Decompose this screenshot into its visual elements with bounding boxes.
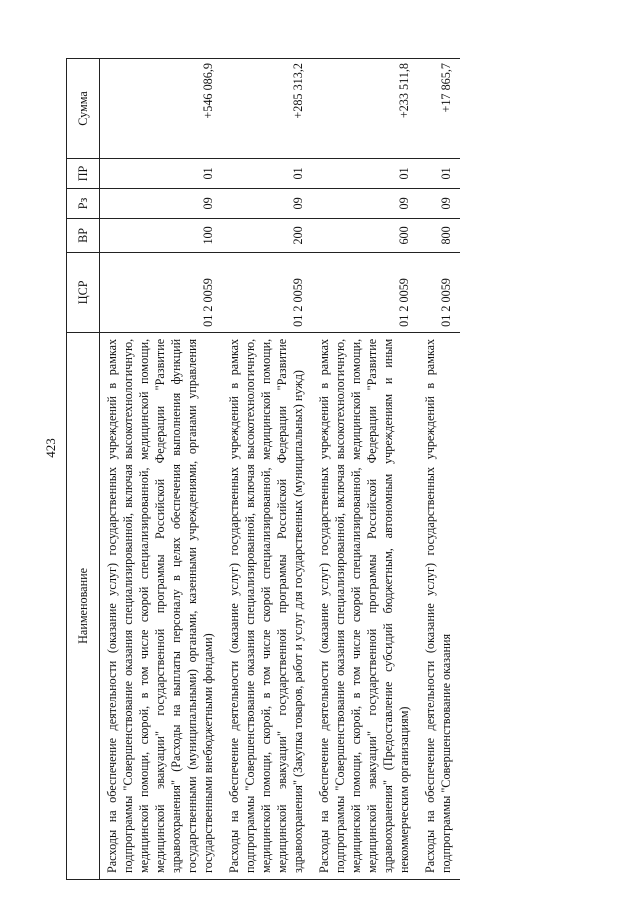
row-vr: 100 (100, 218, 223, 252)
header-pr: ПР (67, 158, 100, 188)
header-rz: Рз (67, 188, 100, 218)
row-rz: 09 (222, 188, 312, 218)
header-row (67, 59, 100, 880)
row-vr: 600 (312, 218, 418, 252)
row-sum: +17 865,7 (418, 59, 460, 159)
page-number: 423 (43, 438, 58, 458)
row-pr: 01 (312, 158, 418, 188)
table-row (312, 59, 418, 880)
row-sum: +285 313,2 (222, 59, 312, 159)
header-name: Наименование (67, 332, 100, 879)
budget-table (66, 58, 460, 880)
row-vr: 800 (418, 218, 460, 252)
row-rz: 09 (418, 188, 460, 218)
row-sum: +546 086,9 (100, 59, 223, 159)
row-csr: 01 2 0059 (222, 252, 312, 332)
row-csr: 01 2 0059 (100, 252, 223, 332)
row-pr: 01 (418, 158, 460, 188)
row-sum: +233 511,8 (312, 59, 418, 159)
row-name: Расходы на обеспечение деятельности (оказание услуг) государственных учреждений в рамках подпрограммы "Совершенствование оказания специализированной, включая высокотехнологичную, медицинской помощи, скорой, в том числе скорой специализированной, медицинской помощи, медицинской эвакуации" государственной программы Российской Федерации "Развитие здравоохранения" (Закупка товаров, работ и услуг для государственных (муниципальных) нужд) (222, 332, 312, 879)
table-row (418, 59, 460, 880)
table-header (67, 59, 100, 880)
table-body (100, 59, 461, 880)
row-vr: 200 (222, 218, 312, 252)
header-vr: ВР (67, 218, 100, 252)
row-name: Расходы на обеспечение деятельности (оказание услуг) государственных учреждений в рамках подпрограммы "Совершенствование оказания специализированной, включая высокотехнологичную, медицинской помощи, скорой, в том числе скорой специализированной, медицинской помощи, медицинской эвакуации" государственной программы Российской Федерации "Развитие здравоохранения" (Расходы на выплаты персоналу в целях обеспечения выполнения функций государственными (муниципальными) органами, казенными учреждениями, органами управления государственными внебюджетными фондами) (100, 332, 223, 879)
row-pr: 01 (222, 158, 312, 188)
row-name: Расходы на обеспечение деятельности (оказание услуг) государственных учреждений в рамках подпрограммы "Совершенствование оказания специализированной, включая высокотехнологичную, медицинской помощи, скорой, в том числе скорой специализированной, медицинской помощи, медицинской эвакуации" государственной программы Российской Федерации "Развитие здравоохранения" (Предоставление субсидий бюджетным, автономным учреждениям и иным некоммерческим организациям) (312, 332, 418, 879)
row-pr: 01 (100, 158, 223, 188)
row-rz: 09 (312, 188, 418, 218)
row-rz: 09 (100, 188, 223, 218)
row-name: Расходы на обеспечение деятельности (оказание услуг) государственных учреждений в рамках подпрограммы "Совершенствование оказания (418, 332, 460, 879)
header-sum: Сумма (67, 59, 100, 159)
rotated-page-content (66, 58, 606, 880)
table-row (222, 59, 312, 880)
table-row (100, 59, 223, 880)
row-csr: 01 2 0059 (418, 252, 460, 332)
header-csr: ЦСР (67, 252, 100, 332)
row-csr: 01 2 0059 (312, 252, 418, 332)
